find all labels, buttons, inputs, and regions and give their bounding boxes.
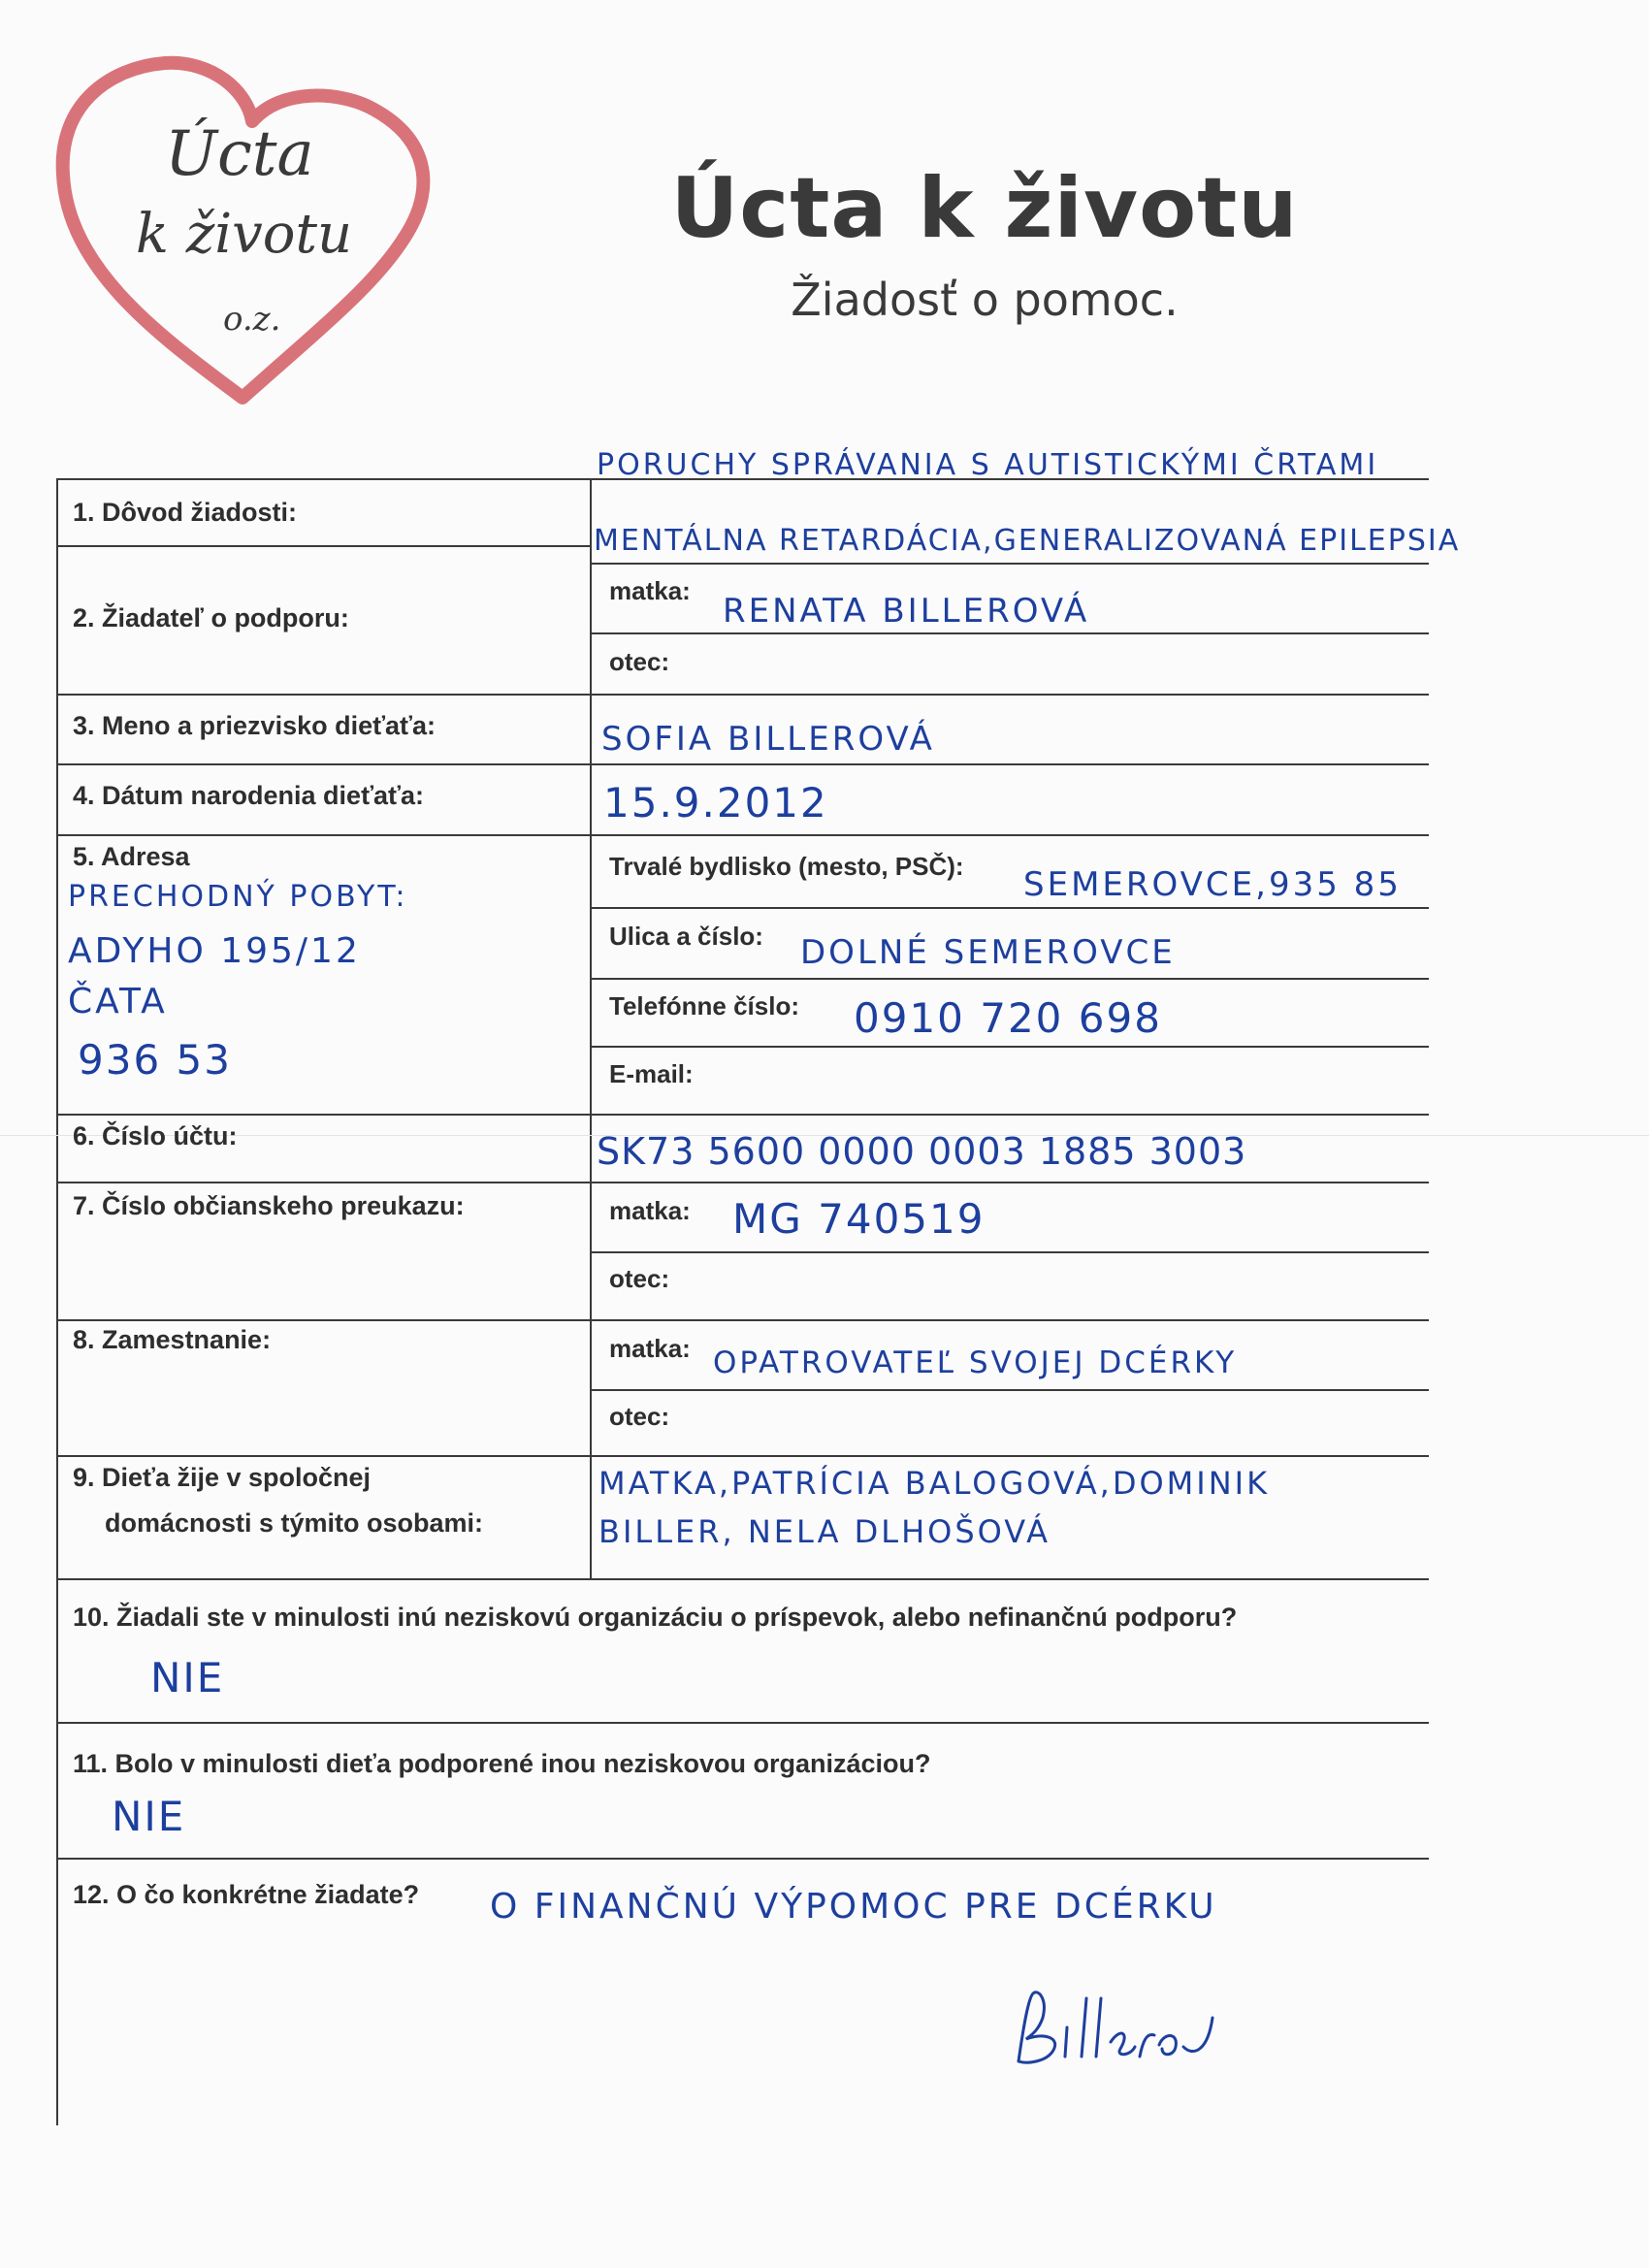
q7-mother-label: matka: bbox=[609, 1196, 691, 1225]
q7-father-label: otec: bbox=[609, 1264, 670, 1293]
q5-phone-label: Telefónne číslo: bbox=[609, 991, 799, 1021]
q10-value: NIE bbox=[150, 1654, 225, 1701]
row-divider bbox=[590, 1046, 1429, 1048]
table-column-divider bbox=[590, 478, 592, 1579]
row-divider bbox=[56, 1578, 1429, 1580]
q5-temp-line3: 936 53 bbox=[78, 1036, 232, 1084]
q12-label: 12. O čo konkrétne žiadate? bbox=[73, 1880, 420, 1909]
q8-mother-value: OPATROVATEĽ SVOJEJ DCÉRKY bbox=[713, 1345, 1238, 1380]
q5-temp-line1: ADYHO 195/12 bbox=[68, 931, 361, 971]
q1-value-line1: PORUCHY SPRÁVANIA S AUTISTICKÝMI ČRTAMI bbox=[597, 448, 1379, 482]
q9-value-line2: BILLER, NELA DLHOŠOVÁ bbox=[598, 1513, 1051, 1550]
q5-street-label: Ulica a číslo: bbox=[609, 922, 763, 951]
logo-text-ucta: Úcta bbox=[165, 118, 314, 190]
q8-mother-label: matka: bbox=[609, 1334, 691, 1363]
q8-father-label: otec: bbox=[609, 1402, 670, 1431]
q5-phone-value: 0910 720 698 bbox=[854, 994, 1162, 1042]
page-title: Úcta k životu bbox=[670, 160, 1299, 257]
handwritten-signature bbox=[999, 1979, 1232, 2076]
q2-father-label: otec: bbox=[609, 647, 670, 676]
q5-temp-line2: ČATA bbox=[68, 982, 168, 1021]
q2-mother-value: RENATA BILLEROVÁ bbox=[723, 592, 1090, 631]
q9-value-line1: MATKA,PATRÍCIA BALOGOVÁ,DOMINIK bbox=[598, 1465, 1271, 1502]
row-divider bbox=[590, 1389, 1429, 1391]
logo-text-oz: o.z. bbox=[223, 300, 281, 339]
row-divider bbox=[590, 907, 1429, 909]
q12-value: O FINANČNÚ VÝPOMOC PRE DCÉRKU bbox=[490, 1887, 1217, 1927]
row-divider bbox=[56, 1114, 1429, 1116]
logo-text-kzivotu: k životu bbox=[136, 203, 353, 266]
q5-temp-label: PRECHODNÝ POBYT: bbox=[68, 880, 408, 914]
q5-street-value: DOLNÉ SEMEROVCE bbox=[800, 933, 1176, 972]
q8-label: 8. Zamestnanie: bbox=[73, 1325, 272, 1354]
row-divider bbox=[56, 478, 592, 480]
q5-perm-label: Trvalé bydlisko (mesto, PSČ): bbox=[609, 852, 964, 881]
row-divider bbox=[56, 763, 1429, 765]
q7-mother-value: MG 740519 bbox=[732, 1195, 986, 1243]
row-divider bbox=[56, 834, 1429, 836]
q6-value: SK73 5600 0000 0003 1885 3003 bbox=[597, 1130, 1247, 1173]
organization-logo bbox=[48, 49, 456, 427]
q11-value: NIE bbox=[112, 1793, 186, 1840]
q2-label: 2. Žiadateľ o podporu: bbox=[73, 603, 349, 632]
row-divider bbox=[590, 978, 1429, 980]
q5-perm-value: SEMEROVCE,935 85 bbox=[1023, 865, 1402, 904]
q4-value: 15.9.2012 bbox=[603, 779, 828, 826]
table-left-border bbox=[56, 478, 58, 2125]
q6-label: 6. Číslo účtu: bbox=[73, 1121, 238, 1150]
page-subtitle: Žiadosť o pomoc. bbox=[791, 274, 1179, 326]
row-divider bbox=[56, 1858, 1429, 1860]
q10-label: 10. Žiadali ste v minulosti inú neziskovú organizáciu o príspevok, alebo nefinančnú podporu? bbox=[73, 1603, 1238, 1632]
row-divider bbox=[56, 1319, 1429, 1321]
q1-label: 1. Dôvod žiadosti: bbox=[73, 498, 298, 527]
q7-label: 7. Číslo občianskeho preukazu: bbox=[73, 1191, 465, 1220]
row-divider bbox=[590, 632, 1429, 634]
row-divider bbox=[56, 1722, 1429, 1724]
row-divider bbox=[56, 694, 1429, 696]
q2-mother-label: matka: bbox=[609, 576, 691, 605]
row-divider bbox=[56, 545, 592, 547]
q4-label: 4. Dátum narodenia dieťaťa: bbox=[73, 781, 424, 810]
row-divider bbox=[56, 1455, 1429, 1457]
row-divider bbox=[590, 563, 1429, 565]
row-divider bbox=[590, 1251, 1429, 1253]
q3-label: 3. Meno a priezvisko dieťaťa: bbox=[73, 711, 436, 740]
q11-label: 11. Bolo v minulosti dieťa podporené inou neziskovou organizáciou? bbox=[73, 1749, 931, 1778]
q1-value-line2: MENTÁLNA RETARDÁCIA,GENERALIZOVANÁ EPILEPSIA bbox=[594, 524, 1461, 558]
q5-label: 5. Adresa bbox=[73, 842, 190, 871]
q5-email-label: E-mail: bbox=[609, 1059, 694, 1088]
q3-value: SOFIA BILLEROVÁ bbox=[601, 720, 935, 759]
q9-label-line2: domácnosti s týmito osobami: bbox=[105, 1508, 484, 1538]
q9-label-line1: 9. Dieťa žije v spoločnej bbox=[73, 1463, 372, 1492]
row-divider bbox=[56, 1182, 1429, 1183]
